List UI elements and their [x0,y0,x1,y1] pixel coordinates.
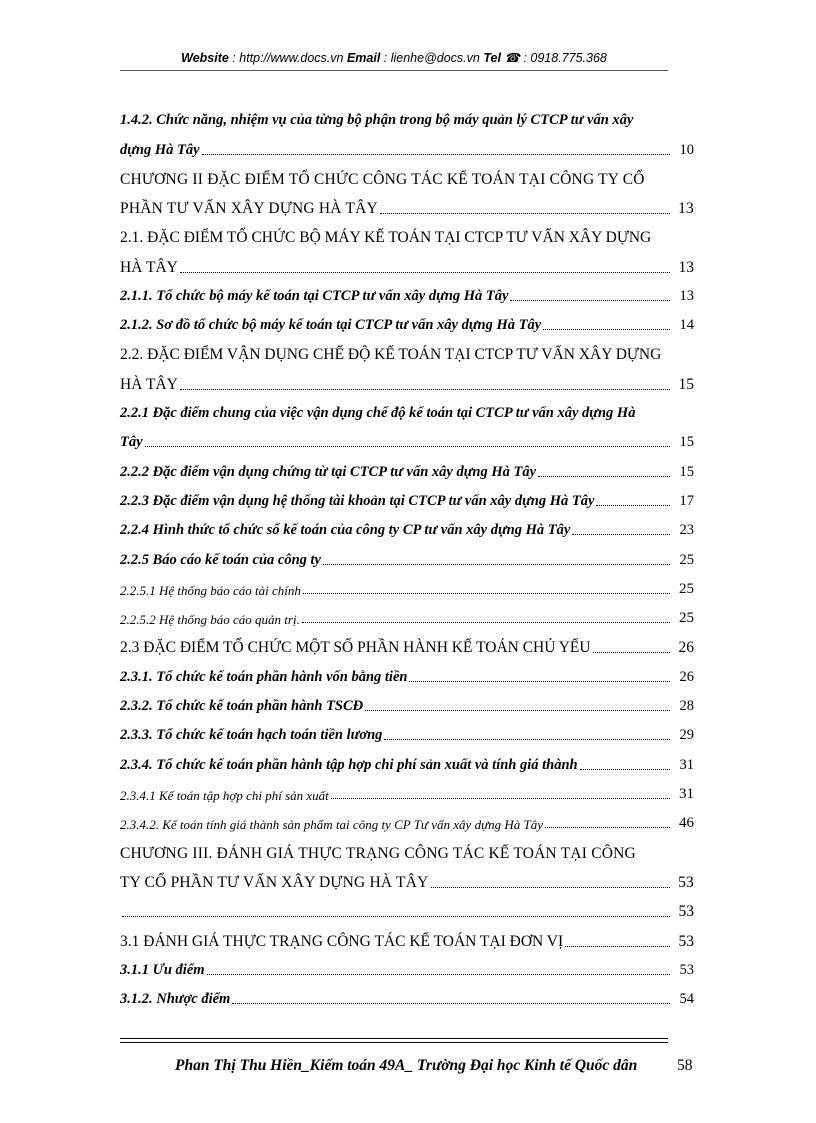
footer-divider [120,1038,668,1039]
toc-entry-2-3: 2.3 ĐẶC ĐIỂM TỔ CHỨC MỘT SỐ PHẦN HÀNH KẾ TOÁN CHỦ YẾU 26 [120,639,694,656]
toc-entry-2-3-3: 2.3.3. Tổ chức kế toán hạch toán tiền lương 29 [120,727,694,743]
toc-entry-2-2-cont: HÀ TÂY 15 [120,376,694,393]
toc-page-number: 29 [679,727,694,743]
toc-page-number: 23 [679,522,694,538]
toc-entry-2-2: 2.2. ĐẶC ĐIỂM VẬN DỤNG CHẾ ĐỘ KẾ TOÁN TẠI CTCP TƯ VẤN XÂY DỰNG [120,346,662,363]
toc-entry-blank [120,904,694,920]
toc-entry-2-2-3: 2.2.3 Đặc điểm vận dụng hệ thống tài khoản tại CTCP tư vấn xây dựng Hà Tây 17 [120,493,694,509]
tel-value: ☎ : 0918.775.368 [500,51,607,65]
toc-entry-2-2-5-2: 2.2.5.2 Hệ thống báo cáo quản trị. 25 [120,610,694,627]
toc-entry-3-1-1: 3.1.1 Ưu điểm 53 [120,962,694,978]
toc-entry-chapter-3-cont: TY CỔ PHẦN TƯ VẤN XÂY DỰNG HÀ TÂY 53 [120,874,694,891]
toc-page-number: 25 [679,610,694,626]
toc-page-number: 13 [678,259,694,276]
toc-page-number: 26 [679,669,694,685]
footer-divider-double [120,1042,668,1043]
toc-entry-3-1: 3.1 ĐÁNH GIÁ THỰC TRẠNG CÔNG TÁC KẾ TOÁN TẠI ĐƠN VỊ 53 [120,933,694,950]
tel-label: Tel [483,51,501,65]
toc-entry-3-1-2: 3.1.2. Nhược điểm 54 [120,991,694,1007]
toc-page-number: 13 [679,288,694,304]
page-number: 58 [677,1057,693,1074]
toc-entry-2-3-4: 2.3.4. Tổ chức kế toán phần hành tập hợp chi phí sản xuất và tính giá thành 31 [120,757,694,773]
toc-page-number: 53 [678,933,694,950]
toc-entry-2-2-4: 2.2.4 Hình thức tổ chức sổ kế toán của công ty CP tư vấn xây dựng Hà Tây 23 [120,522,694,538]
toc-page-number: 53 [678,903,694,920]
toc-page-number: 31 [679,786,694,802]
toc-entry-2-2-5-1: 2.2.5.1 Hệ thống báo cáo tài chính 25 [120,581,694,598]
toc-page-number: 53 [679,962,694,978]
toc-entry-2-2-1: 2.2.1 Đặc điểm chung của việc vận dụng chế độ kế toán tại CTCP tư vấn xây dựng Hà [120,405,636,421]
toc-page-number: 46 [679,815,694,831]
toc-page-number: 17 [679,493,694,509]
toc-entry-2-1-2: 2.1.2. Sơ đồ tổ chức bộ máy kế toán tại CTCP tư vấn xây dựng Hà Tây 14 [120,317,694,333]
toc-entry-2-1: 2.1. ĐẶC ĐIỂM TỔ CHỨC BỘ MÁY KẾ TOÁN TẠI CTCP TƯ VẤN XÂY DỰNG [120,229,652,246]
toc-entry-1-4-2: 1.4.2. Chức năng, nhiệm vụ của từng bộ phận trong bộ máy quản lý CTCP tư vấn xây [120,112,634,128]
toc-page-number: 25 [679,552,694,568]
toc-page-number: 31 [679,757,694,773]
toc-page-number: 25 [679,581,694,597]
toc-entry-chapter-3: CHƯƠNG III. ĐÁNH GIÁ THỰC TRẠNG CÔNG TÁC KẾ TOÁN TẠI CÔNG [120,845,636,862]
toc-entry-2-1-cont: HÀ TÂY 13 [120,259,694,276]
toc-page-number: 15 [678,376,694,393]
toc-entry-chapter-2: CHƯƠNG II ĐẶC ĐIỂM TỔ CHỨC CÔNG TÁC KẾ TOÁN TẠI CÔNG TY CỔ [120,171,645,188]
toc-page-number: 28 [679,698,694,714]
toc-entry-2-3-4-2: 2.3.4.2. Kế toán tính giá thành sản phẩm tai công ty CP Tư vấn xây dựng Hà Tây 46 [120,815,694,832]
toc-entry-2-3-1: 2.3.1. Tổ chức kế toán phần hành vốn bằng tiền 26 [120,669,694,685]
website-value: : http://www.docs.vn [228,51,347,65]
toc-page-number: 14 [679,317,694,333]
toc-entry-2-3-2: 2.3.2. Tổ chức kế toán phần hành TSCĐ 28 [120,698,694,714]
toc-page-number: 15 [679,464,694,480]
toc-entry-chapter-2-cont: PHẦN TƯ VẤN XÂY DỰNG HÀ TÂY 13 [120,200,694,217]
toc-entry-2-3-4-1: 2.3.4.1 Kế toán tập hợp chi phí sản xuất 31 [120,786,694,803]
toc-entry-2-1-1: 2.1.1. Tổ chức bộ máy kế toán tại CTCP tư vấn xây dựng Hà Tây 13 [120,288,694,304]
toc-page-number: 26 [678,639,694,656]
toc-page-number: 53 [678,874,694,891]
toc-page-number: 10 [679,142,694,158]
toc-page-number: 15 [679,434,694,450]
toc-entry-2-2-1-cont: Tây 15 [120,434,694,450]
email-value: : lienhe@docs.vn [380,51,484,65]
toc-entry-2-2-5: 2.2.5 Báo cáo kế toán của công ty 25 [120,552,694,568]
website-label: Website [181,51,229,65]
toc-entry-1-4-2-cont: dựng Hà Tây 10 [120,142,694,158]
toc-entry-2-2-2: 2.2.2 Đặc điểm vận dụng chứng từ tại CTCP tư vấn xây dựng Hà Tây 15 [120,464,694,480]
toc-page-number: 13 [678,200,694,217]
email-label: Email [346,51,381,65]
toc-page-number: 54 [679,991,694,1007]
table-of-contents [120,0,694,1123]
footer-author: Phan Thị Thu Hiền_Kiểm toán 49A_ Trường Đại học Kinh tế Quốc dân [175,1057,638,1074]
